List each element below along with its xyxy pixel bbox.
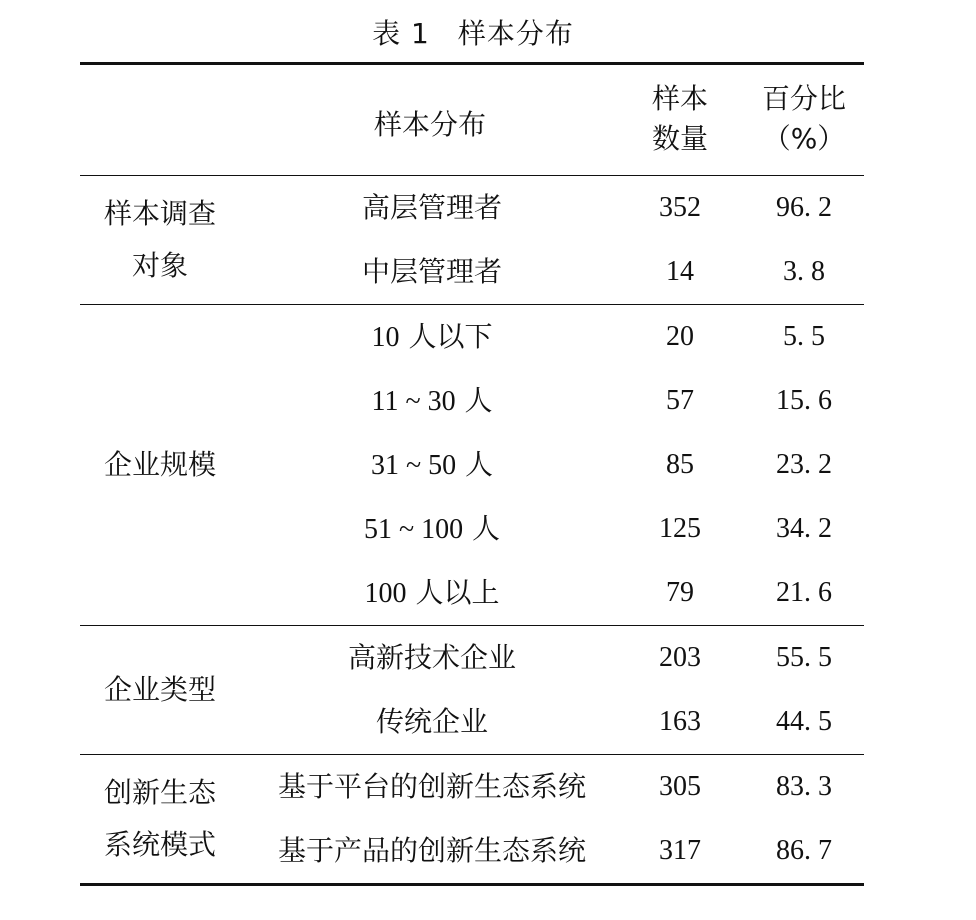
group-ecosystem-mode bbox=[80, 755, 864, 883]
table-row bbox=[80, 176, 864, 240]
row-percent: 34. 2 bbox=[776, 513, 832, 544]
row-percent: 86. 7 bbox=[776, 835, 832, 866]
row-percent: 55. 5 bbox=[776, 642, 832, 673]
group-label-line: 样本调查 bbox=[103, 197, 216, 230]
row-count: 79 bbox=[666, 577, 694, 608]
row-category-number: 11 ~ 30 bbox=[371, 386, 456, 417]
table-row bbox=[80, 240, 864, 304]
row-count: 305 bbox=[659, 771, 701, 802]
row-category: 基于产品的创新生态系统 bbox=[277, 834, 586, 867]
header-count-line1: 样本 bbox=[651, 82, 708, 115]
bottom-rule bbox=[80, 883, 864, 886]
row-count: 203 bbox=[659, 642, 701, 673]
row-category-text: 人以下 bbox=[399, 320, 493, 353]
row-category bbox=[240, 305, 624, 369]
sample-distribution-table bbox=[80, 62, 864, 886]
row-category: 高新技术企业 bbox=[347, 641, 516, 674]
row-count: 125 bbox=[659, 513, 701, 544]
group-label-line: 企业类型 bbox=[103, 673, 216, 706]
group-label-line: 创新生态 bbox=[103, 776, 216, 809]
row-percent: 3. 8 bbox=[783, 256, 825, 287]
row-category-text: 人 bbox=[463, 512, 501, 545]
row-percent: 23. 2 bbox=[776, 449, 832, 480]
table-row bbox=[80, 819, 864, 883]
row-percent: 96. 2 bbox=[776, 192, 832, 223]
group-label-line: 企业规模 bbox=[103, 448, 216, 481]
row-category-text: 人 bbox=[456, 448, 494, 481]
header-distribution: 样本分布 bbox=[373, 108, 486, 141]
row-category bbox=[240, 497, 624, 561]
table-row bbox=[80, 561, 864, 625]
row-count: 352 bbox=[659, 192, 701, 223]
row-category bbox=[240, 433, 624, 497]
caption-label: 表 1 bbox=[372, 17, 430, 50]
row-count: 163 bbox=[659, 706, 701, 737]
table-row bbox=[80, 369, 864, 433]
group-label-line: 系统模式 bbox=[103, 828, 216, 861]
header-count bbox=[636, 79, 724, 159]
row-category bbox=[240, 561, 624, 625]
header-percent bbox=[748, 79, 860, 159]
row-count: 20 bbox=[666, 321, 694, 352]
row-category bbox=[240, 369, 624, 433]
table-row bbox=[80, 305, 864, 369]
row-category-text: 人 bbox=[455, 384, 493, 417]
table-header bbox=[80, 65, 864, 175]
row-category-number: 51 ~ 100 bbox=[363, 514, 464, 545]
row-count: 85 bbox=[666, 449, 694, 480]
row-category: 传统企业 bbox=[375, 705, 488, 738]
group-survey-target bbox=[80, 176, 864, 304]
row-percent: 5. 5 bbox=[783, 321, 825, 352]
row-percent: 15. 6 bbox=[776, 385, 832, 416]
table-row bbox=[80, 690, 864, 754]
row-category-number: 10 bbox=[371, 322, 400, 353]
table-caption bbox=[0, 12, 946, 52]
row-percent: 44. 5 bbox=[776, 706, 832, 737]
row-count: 14 bbox=[666, 256, 694, 287]
row-category: 基于平台的创新生态系统 bbox=[277, 770, 586, 803]
group-company-size bbox=[80, 305, 864, 625]
header-percent-line1: 百分比 bbox=[761, 82, 846, 115]
header-count-line2: 数量 bbox=[651, 122, 708, 155]
group-label-line: 对象 bbox=[131, 249, 188, 282]
header-percent-line2: （%） bbox=[762, 122, 846, 155]
row-count: 57 bbox=[666, 385, 694, 416]
caption-title: 样本分布 bbox=[457, 17, 574, 50]
group-company-type bbox=[80, 626, 864, 754]
row-category: 中层管理者 bbox=[361, 255, 502, 288]
row-category-number: 100 bbox=[364, 578, 407, 609]
row-category-text: 人以上 bbox=[406, 576, 500, 609]
table-row bbox=[80, 497, 864, 561]
row-category-number: 31 ~ 50 bbox=[370, 450, 457, 481]
row-percent: 21. 6 bbox=[776, 577, 832, 608]
table-row bbox=[80, 626, 864, 690]
row-percent: 83. 3 bbox=[776, 771, 832, 802]
row-count: 317 bbox=[659, 835, 701, 866]
table-row bbox=[80, 433, 864, 497]
row-category: 高层管理者 bbox=[361, 191, 502, 224]
table-row bbox=[80, 755, 864, 819]
